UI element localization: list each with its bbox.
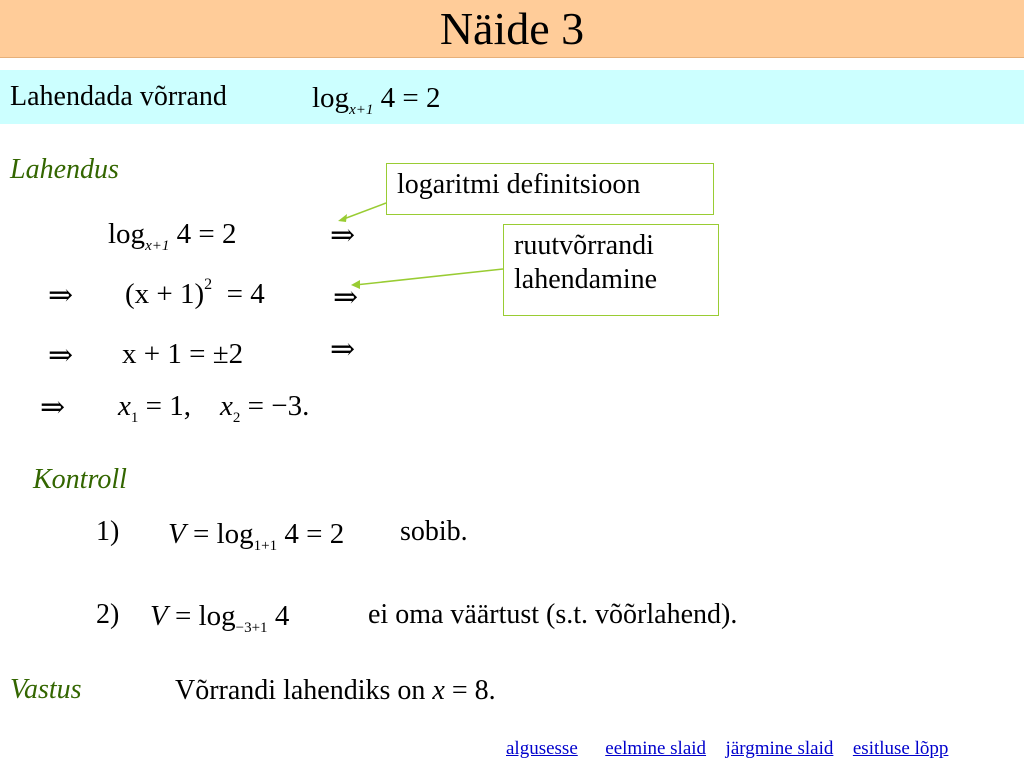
log-base: x+1 [349,102,374,118]
check-item2-number: 2) [96,599,120,630]
step2-equation [125,278,265,311]
log-base: 1+1 [253,538,278,554]
answer-label: Võrrandi lahendiks on [175,675,426,706]
log-text: = log [174,600,236,632]
check-item1-comment: sobib. [400,516,468,547]
implies-arrow: ⇒ [48,339,74,372]
log-text: = log [192,518,254,550]
nav-start-link[interactable]: algusesse [506,738,578,759]
nav-end-link[interactable]: esitluse lõpp [852,738,949,759]
answer-value: = 8. [451,675,496,706]
step4-roots [118,390,310,426]
squared-term: (x + 1) [125,278,205,310]
root-value: = 1, [145,390,191,422]
step1-equation [108,218,237,254]
answer-heading: Vastus [10,674,82,705]
equation-rhs: = 4 [226,278,265,310]
log-text: log [108,218,146,250]
check-item1-equation [168,518,345,554]
step3-equation: x + 1 = ±2 [122,338,244,370]
callout-definition [386,163,714,215]
implies-arrow: ⇒ [48,279,74,312]
callout-quadratic [503,224,719,316]
root-index: 2 [232,410,241,426]
callout-definition-text: logaritmi definitsioon [397,169,641,200]
nav-previous-link[interactable]: eelmine slaid [605,738,707,759]
value-var: V [150,600,168,632]
root-index: 1 [130,410,139,426]
equation-rhs: 4 = 2 [284,518,345,550]
nav-links [506,738,948,760]
implies-arrow: ⇒ [330,333,356,366]
value-var: V [168,518,186,550]
implies-arrow: ⇒ [40,391,66,424]
root-var: x [118,390,131,422]
callout-quadratic-line1: ruutvõrrandi [514,230,654,261]
answer-text [175,675,496,707]
connector-quadratic [355,269,503,285]
solution-heading: Lahendus [10,154,119,185]
slide-title: Näide 3 [439,3,585,54]
callout-quadratic-line2: lahendamine [514,264,658,295]
check-item2-comment: ei oma väärtust (s.t. võõrlahend). [368,599,738,630]
check-item1-number: 1) [96,516,120,547]
implies-arrow: ⇒ [333,281,359,314]
check-item2-equation [150,600,290,636]
exponent: 2 [204,276,213,293]
implies-arrow: ⇒ [330,219,356,252]
equation-rhs: 4 [274,600,290,632]
answer-var: x [432,675,445,706]
equation-rhs: 4 = 2 [176,218,237,250]
root-value: = −3. [247,390,310,422]
log-base: −3+1 [235,620,268,636]
check-heading: Kontroll [33,464,127,495]
task-label: Lahendada võrrand [10,81,227,112]
root-var: x [219,390,233,422]
log-text: log [312,82,350,114]
nav-next-link[interactable]: järgmine slaid [725,738,834,759]
log-base: x+1 [145,238,170,254]
equation-rhs: 4 = 2 [380,82,441,114]
